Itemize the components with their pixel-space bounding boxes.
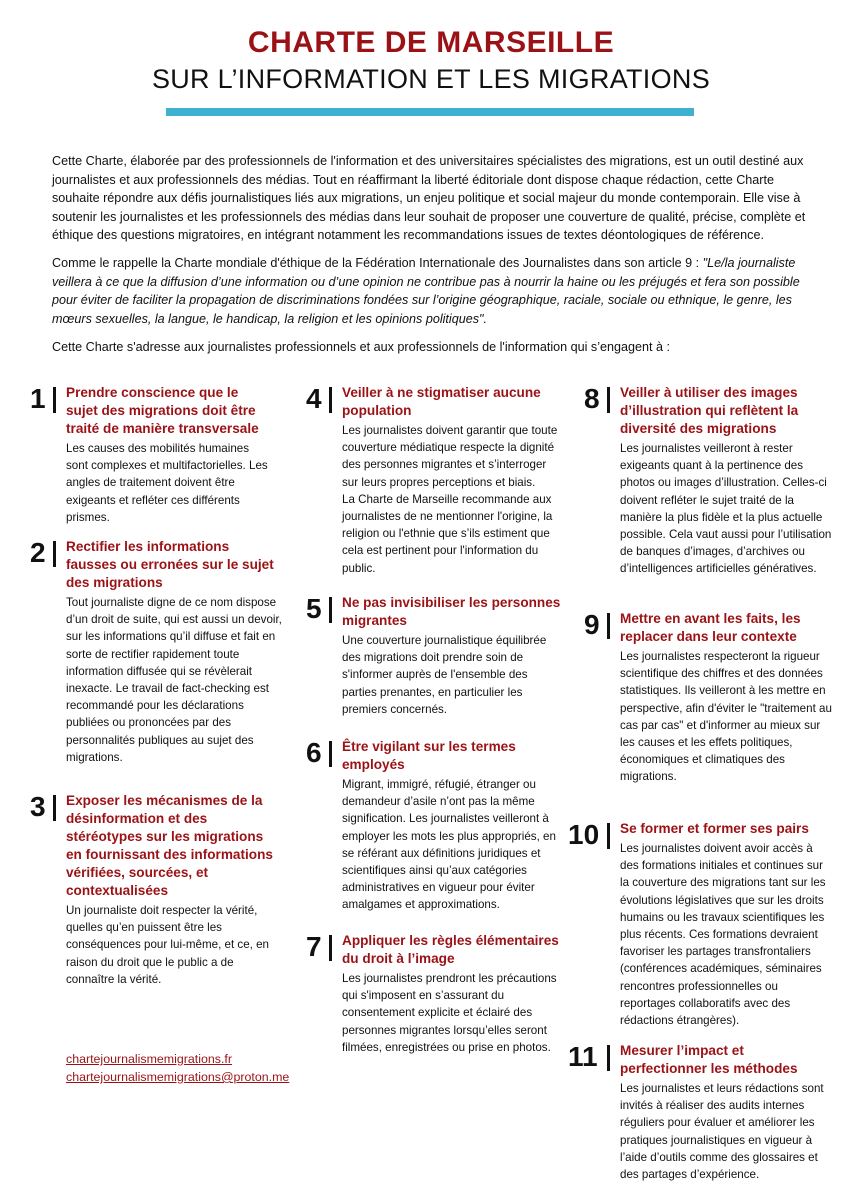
commitment-9 [584, 610, 834, 786]
commitment-number: 3 [30, 791, 46, 822]
commitment-text: Les journalistes doivent avoir accès à des formations initiales et continues sur la couverture des migrations tant sur les évolutions législatives que sur les droits humains ou les travaux scientifiques les plus récents. Ces formations devraient favoriser les partages transfrontaliers (conférences académiques, séminaires rencontres professionnelles ou reportages collaboratifs avec des rédactions étrangères). [620, 842, 826, 1028]
title-underline [166, 108, 694, 116]
commitment-number: 10 [568, 819, 600, 850]
commitment-title: Mettre en avant les faits, les replacer dans leur contexte [620, 611, 801, 644]
number-divider [607, 613, 610, 639]
commitment-title: Prendre conscience que le sujet des migrations doit être traité de manière transversale [66, 385, 259, 436]
commitment-number: 9 [584, 609, 600, 640]
commitment-title: Ne pas invisibiliser les personnes migrantes [342, 595, 561, 628]
commitment-text: Un journaliste doit respecter la vérité, quelles qu’en puissent être les conséquences pour lui-même, et ce, en raison du droit que le public a de connaître la vérité. [66, 904, 270, 986]
intro-paragraph-3: Cette Charte s'adresse aux journalistes professionnels et aux professionnels de l'information qui s’engagent à : [52, 340, 671, 354]
intro-paragraph-2 [52, 254, 812, 328]
commitment-5 [306, 594, 562, 718]
commitment-title: Veiller à ne stigmatiser aucune population [342, 385, 541, 418]
page-title: CHARTE DE MARSEILLE [247, 26, 615, 59]
contact-links [66, 1050, 289, 1086]
commitment-text: Les journalistes veilleront à rester exigeants quant à la pertinence des photos ou images d’illustration. Celles-ci doivent refléter le sujet traité de la manière la plus fidèle et la plus actuelle possible. Cela vaut aussi pour l’utilisation de banques d’images, d’archives ou d’intelligences artificielles génératives. [620, 442, 832, 576]
commitment-title: Mesurer l’impact et perfectionner les méthodes [620, 1043, 798, 1076]
commitment-2 [30, 538, 282, 766]
commitment-number: 11 [568, 1041, 598, 1072]
commitment-number: 7 [306, 931, 322, 962]
commitment-number: 4 [306, 383, 322, 414]
number-divider [607, 823, 610, 849]
commitment-title: Exposer les mécanismes de la désinformation et des stéréotypes sur les migrations en fournissant des informations vérifiées, sourcées, et contextualisées [66, 793, 273, 898]
email-link[interactable]: chartejournalismemigrations@proton.me [66, 1070, 290, 1084]
number-divider [329, 597, 332, 623]
commitment-6 [306, 738, 562, 914]
commitment-text: Migrant, immigré, réfugié, étranger ou demandeur d’asile n’ont pas la même signification. Les journalistes veilleront à employer les mots les plus appropriés, en se référant aux définitions juridiques et scientifiques ainsi qu’aux catégories administratives en vigueur pour éviter amalgames et approximations. [342, 778, 556, 912]
number-divider [329, 387, 332, 413]
commitment-title: Appliquer les règles élémentaires du droit à l’image [342, 933, 559, 966]
commitment-text: Les causes des mobilités humaines sont complexes et multifactorielles. Les angles de traitement doivent être exigeants et refléter ces différents prismes. [66, 442, 268, 524]
commitment-text-2: La Charte de Marseille recommande aux journalistes de ne mentionner l'origine, la religion ou l'ethnie que s’ils estiment que cela est pertinent pour l'information du public. [342, 492, 553, 575]
commitment-11 [568, 1042, 834, 1183]
commitment-8 [584, 384, 834, 578]
intro-lead: Comme le rappelle la Charte mondiale d'éthique de la Fédération Internationale des Journalistes dans son article 9 : [52, 256, 703, 270]
commitment-title: Veiller à utiliser des images d’illustration qui reflètent la diversité des migrations [620, 385, 799, 436]
commitment-text: Tout journaliste digne de ce nom dispose d’un droit de suite, qui est aussi un devoir, sur les informations qu’il diffuse et fait en sorte de rectifier rapidement toute information diffusée qui se révèlerait inexacte. Le travail de fact-checking est recommandé pour les déclarations publiées ou prononcées par des personnalités publiques au sujet des migrations. [66, 596, 282, 764]
commitment-text: Les journalistes doivent garantir que toute couverture médiatique respecte la dignité des personnes migrantes et s’interroger sur leurs propres perceptions et biais. [342, 424, 558, 489]
intro-paragraph-1: Cette Charte, élaborée par des professionnels de l'information et des universitaires spécialistes des migrations, est un outil destiné aux journalistes et aux professionnels des médias. Tout en réaffirmant la liberté éditoriale dont dispose chaque rédaction, cette Charte souhaite répondre aux défis journalistiques liés aux migrations, un enjeu politique et social majeur du monde contemporain. Elle vise à soutenir les journalistes et les professionnels des médias dans leur souhait de proposer une couverture de qualité, précise, complète et éthique des questions migratoires, en intégrant notamment les recommandations issues de textes déontologiques de référence. [52, 154, 806, 242]
number-divider [329, 935, 332, 961]
commitment-number: 1 [30, 383, 46, 414]
commitment-title: Rectifier les informations fausses ou erronées sur le sujet des migrations [66, 539, 274, 590]
number-divider [329, 741, 332, 767]
number-divider [607, 387, 610, 413]
commitment-10 [568, 820, 834, 1029]
website-link[interactable]: chartejournalismemigrations.fr [66, 1052, 232, 1066]
commitment-title: Être vigilant sur les termes employés [342, 739, 516, 772]
commitment-text: Les journalistes et leurs rédactions sont invités à réaliser des audits internes réguliers pour évaluer et améliorer les pratiques journalistiques en vigueur à l’aide d’outils comme des glossaires et des partages d’expérience. [620, 1082, 824, 1182]
commitment-1 [30, 384, 270, 526]
commitment-3 [30, 792, 282, 988]
number-divider [53, 541, 56, 567]
commitment-number: 8 [584, 383, 600, 414]
commitment-number: 2 [30, 537, 46, 568]
number-divider [607, 1045, 610, 1071]
commitment-4 [306, 384, 562, 577]
commitment-7 [306, 932, 562, 1056]
number-divider [53, 795, 56, 821]
commitment-title: Se former et former ses pairs [620, 821, 809, 836]
page-subtitle: SUR L’INFORMATION ET LES MIGRATIONS [151, 64, 711, 94]
number-divider [53, 387, 56, 413]
commitment-text: Les journalistes respecteront la rigueur scientifique des chiffres et des données statistiques. Ils veilleront à les mettre en perspective, afin d'éviter le "traitement au cas par cas" et d'informer au mieux sur les causes et les effets politiques, économiques et climatiques des migrations. [620, 650, 832, 784]
commitment-text: Les journalistes prendront les précautions qui s'imposent en s’assurant du consentement explicite et éclairé des personnes migrantes lorsqu’elles seront filmées, enregistrées ou prise en photos. [342, 972, 557, 1054]
commitment-text: Une couverture journalistique équilibrée des migrations doit prendre soin de s'informer auprès de l'ensemble des parties prenantes, en particulier les premiers concernés. [342, 634, 547, 716]
commitment-number: 6 [306, 737, 322, 768]
intro-quote: "Le/la journaliste veillera à ce que la diffusion d’une information ou d’une opinion ne contribue pas à nourrir la haine ou les préjugés et fera son possible pour éviter de faciliter la propagation de discriminations fondées sur l’origine géographique, raciale, sociale ou ethnique, le genre, les mœurs sexuelles, la langue, le handicap, la religion et les opinions politiques". [52, 256, 800, 326]
commitment-number: 5 [306, 593, 322, 624]
